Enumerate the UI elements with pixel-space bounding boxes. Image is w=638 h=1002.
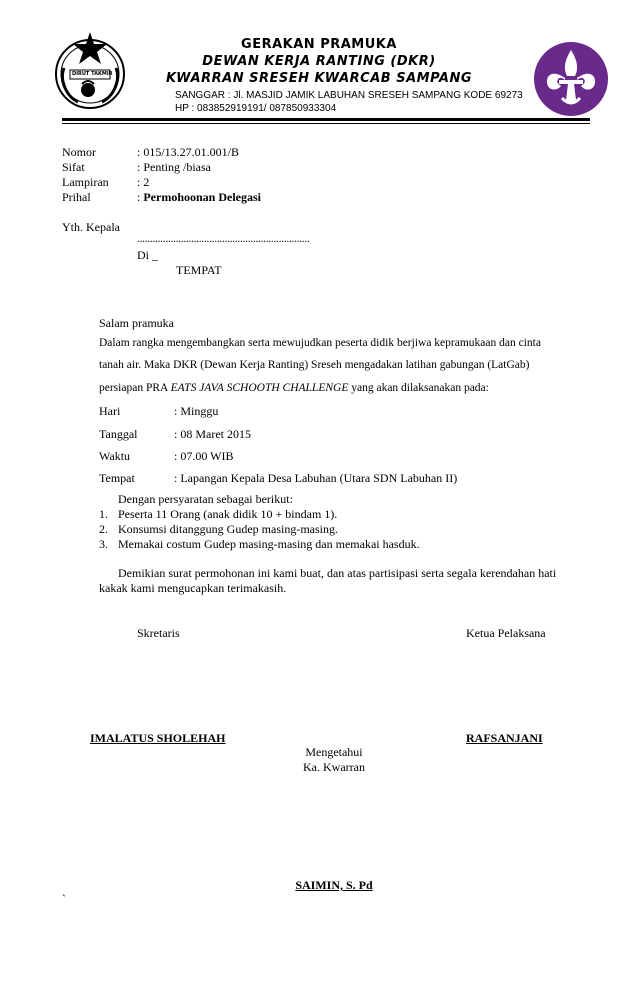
requirement-2-num: 2. bbox=[99, 522, 108, 536]
sifat-label: Sifat bbox=[62, 160, 85, 174]
requirement-1-text: Peserta 11 Orang (anak didik 10 + bindam 1). bbox=[118, 507, 338, 521]
paragraph-line-3-post: yang akan dilaksanakan pada: bbox=[348, 382, 489, 394]
event-name: EATS JAVA SCHOOTH CHALLENGE bbox=[170, 382, 349, 394]
detail-waktu-label: Waktu bbox=[99, 449, 131, 463]
header-address: SANGGAR : Jl. MASJID JAMIK LABUHAN SRESEH SAMPANG KODE 69273 bbox=[175, 90, 523, 101]
header-divider-thick bbox=[62, 118, 590, 121]
lampiran-label: Lampiran bbox=[62, 175, 109, 189]
acknowledge-name: SAIMIN, S. Pd bbox=[295, 878, 373, 892]
acknowledge-label: Mengetahui bbox=[305, 745, 363, 759]
detail-hari-value: : Minggu bbox=[174, 404, 219, 418]
detail-hari-label: Hari bbox=[99, 404, 121, 418]
requirement-1-num: 1. bbox=[99, 507, 108, 521]
recipient-to: Yth. Kepala bbox=[62, 220, 120, 234]
detail-waktu-value: : 07.00 WIB bbox=[174, 449, 234, 463]
lampiran-value: : 2 bbox=[137, 175, 150, 189]
header-line-1: GERAKAN PRAMUKA bbox=[241, 37, 397, 52]
paragraph-line-3-pre: persiapan PRA bbox=[99, 382, 171, 394]
closing-line-2: kakak kami mengucapkan terimakasih. bbox=[99, 581, 287, 595]
signature-right-name: RAFSANJANI bbox=[466, 731, 543, 745]
sifat-value: : Penting /biasa bbox=[137, 160, 211, 174]
left-logo-text: DIRUT TAKMIR bbox=[72, 71, 113, 77]
header-line-3: KWARRAN SRESEH KWARCAB SAMPANG bbox=[165, 71, 473, 86]
prihal-colon: : bbox=[137, 190, 144, 204]
prihal-value-wrap bbox=[137, 190, 261, 205]
header-divider-thin bbox=[62, 123, 590, 124]
paragraph-line-1: Dalam rangka mengembangkan serta mewujudkan peserta didik berjiwa kepramukaan dan cinta bbox=[99, 337, 541, 349]
recipient-place: TEMPAT bbox=[176, 263, 222, 277]
detail-tempat-value: : Lapangan Kepala Desa Labuhan (Utara SDN Labuhan II) bbox=[174, 471, 458, 485]
recipient-dots: ................................................................... bbox=[137, 233, 310, 245]
detail-tanggal-label: Tanggal bbox=[99, 427, 138, 441]
header-line-2: DEWAN KERJA RANTING (DKR) bbox=[202, 54, 436, 69]
prihal-label: Prihal bbox=[62, 190, 91, 204]
acknowledge-title: Ka. Kwarran bbox=[303, 760, 365, 774]
signature-left-name: IMALATUS SHOLEHAH bbox=[90, 731, 226, 745]
requirements-intro: Dengan persyaratan sebagai berikut: bbox=[118, 492, 293, 506]
paragraph-line-2: tanah air. Maka DKR (Dewan Kerja Ranting) Sreseh mengadakan latihan gabungan (LatGab) bbox=[99, 359, 530, 371]
detail-tempat-label: Tempat bbox=[99, 471, 135, 485]
requirement-3-text: Memakai costum Gudep masing-masing dan memakai hasduk. bbox=[118, 537, 420, 551]
closing-line-1: Demikian surat permohonan ini kami buat, dan atas partisipasi serta segala kerendahan hati bbox=[118, 566, 557, 580]
signature-left-title: Skretaris bbox=[137, 626, 180, 640]
detail-tanggal-value: : 08 Maret 2015 bbox=[174, 427, 251, 441]
stray-mark: ` bbox=[62, 892, 66, 906]
header-phone: HP : 083852919191/ 087850933304 bbox=[175, 103, 337, 114]
nomor-value: : 015/13.27.01.001/B bbox=[137, 145, 240, 159]
signature-right-title: Ketua Pelaksana bbox=[466, 626, 546, 640]
paragraph-line-3 bbox=[99, 382, 489, 394]
prihal-value: Permohoonan Delegasi bbox=[143, 190, 261, 204]
recipient-di: Di _ bbox=[137, 248, 158, 262]
nomor-label: Nomor bbox=[62, 145, 96, 159]
requirement-2-text: Konsumsi ditanggung Gudep masing-masing. bbox=[118, 522, 338, 536]
greeting: Salam pramuka bbox=[99, 316, 174, 330]
requirement-3-num: 3. bbox=[99, 537, 108, 551]
